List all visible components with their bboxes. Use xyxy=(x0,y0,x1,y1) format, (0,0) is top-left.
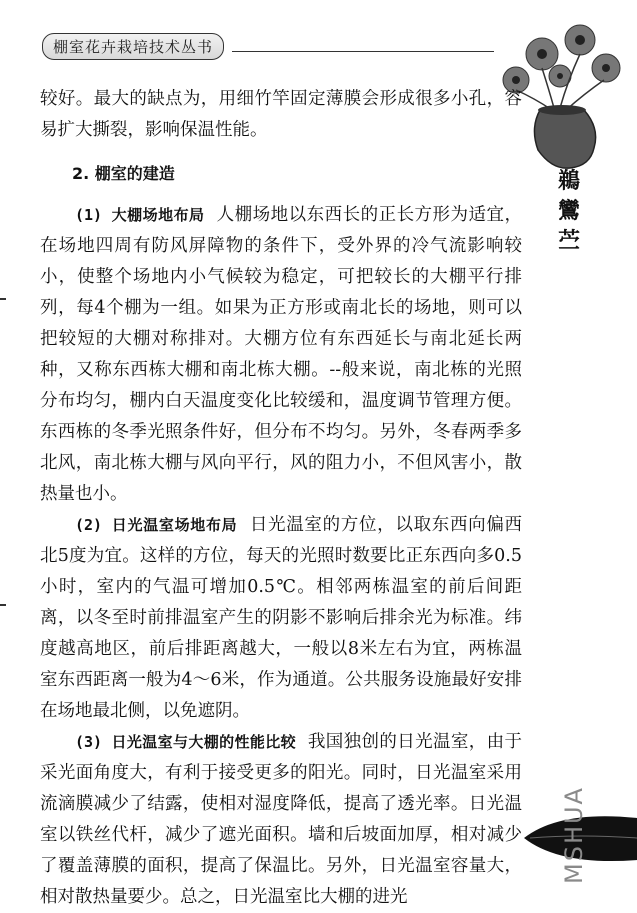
paragraph-continuation: 较好。最大的缺点为，用细竹竿固定薄膜会形成很多小孔，容易扩大撕裂，影响保温性能。 xyxy=(40,89,522,140)
paragraph-1 xyxy=(40,200,522,510)
paragraph-3 xyxy=(40,727,522,913)
section-heading: 2. 棚室的建造 xyxy=(72,164,175,183)
header-rule xyxy=(232,51,494,52)
paragraph-2 xyxy=(40,510,522,727)
subheading-2: (2) 日光温室场地布局 xyxy=(75,516,238,534)
paragraph-3-text: 我国独创的日光温室，由于采光面角度大，有利于接受更多的阳光。同时，日光温室采用流滴膜减少了结露，使相对湿度降低，提高了透光率。日光温室以铁丝代杆，减少了遮光面积。墙和后坡面加厚，相对减少了覆盖薄膜的面积，提高了保温比。另外，日光温室容量大，相对散热量要少。总之，日光温室比大棚的进光 xyxy=(40,732,522,907)
paragraph-1-text: 人棚场地以东西长的正长方形为适宜，在场地四周有防风屏障物的条件下，受外界的冷气流影响较小，使整个场地内小气候较为稳定，可把较长的大棚平行排列，每4个棚为一组。如果为正方形或南北长的场地，则可以把较短的大棚对称排对。大棚方位有东西延长与南北延长两种，又称东西栋大棚和南北栋大棚。--般来说，南北栋的光照分布均匀，棚内白天温度变化比较缓和，温度调节管理方便。东西栋的冬季光照条件好，但分布不均匀。另外，冬春两季多北风，南北栋大棚与风向平行，风的阻力小，不但风害小，散热量也小。 xyxy=(40,205,523,504)
series-title: 棚室花卉栽培技术丛书 xyxy=(42,33,224,60)
body-text xyxy=(40,84,522,913)
watermark: MSHUA xyxy=(560,786,588,884)
paragraph-2-text: 日光温室的方位，以取东西向偏西北5度为宜。这样的方位，每天的光照时数要比正东西向多0.5小时，室内的气温可增加0.5℃。相邻两栋温室的前后间距离，以冬至时前排温室产生的阴影不影响后排余光为标准。纬度越高地区，前后排距离越大，一般以8米左右为宜，两栋温室东西距离一般为4～6米，作为通道。公共服务设施最好安排在场地最北侧，以免遮阴。 xyxy=(40,515,523,721)
subheading-3: (3) 日光温室与大棚的性能比较 xyxy=(75,733,296,751)
subheading-1: (1) 大棚场地布局 xyxy=(75,206,205,224)
margin-mark xyxy=(0,604,6,606)
vertical-side-label: 鵜鸞苎 xyxy=(557,168,580,254)
margin-mark xyxy=(0,298,6,300)
